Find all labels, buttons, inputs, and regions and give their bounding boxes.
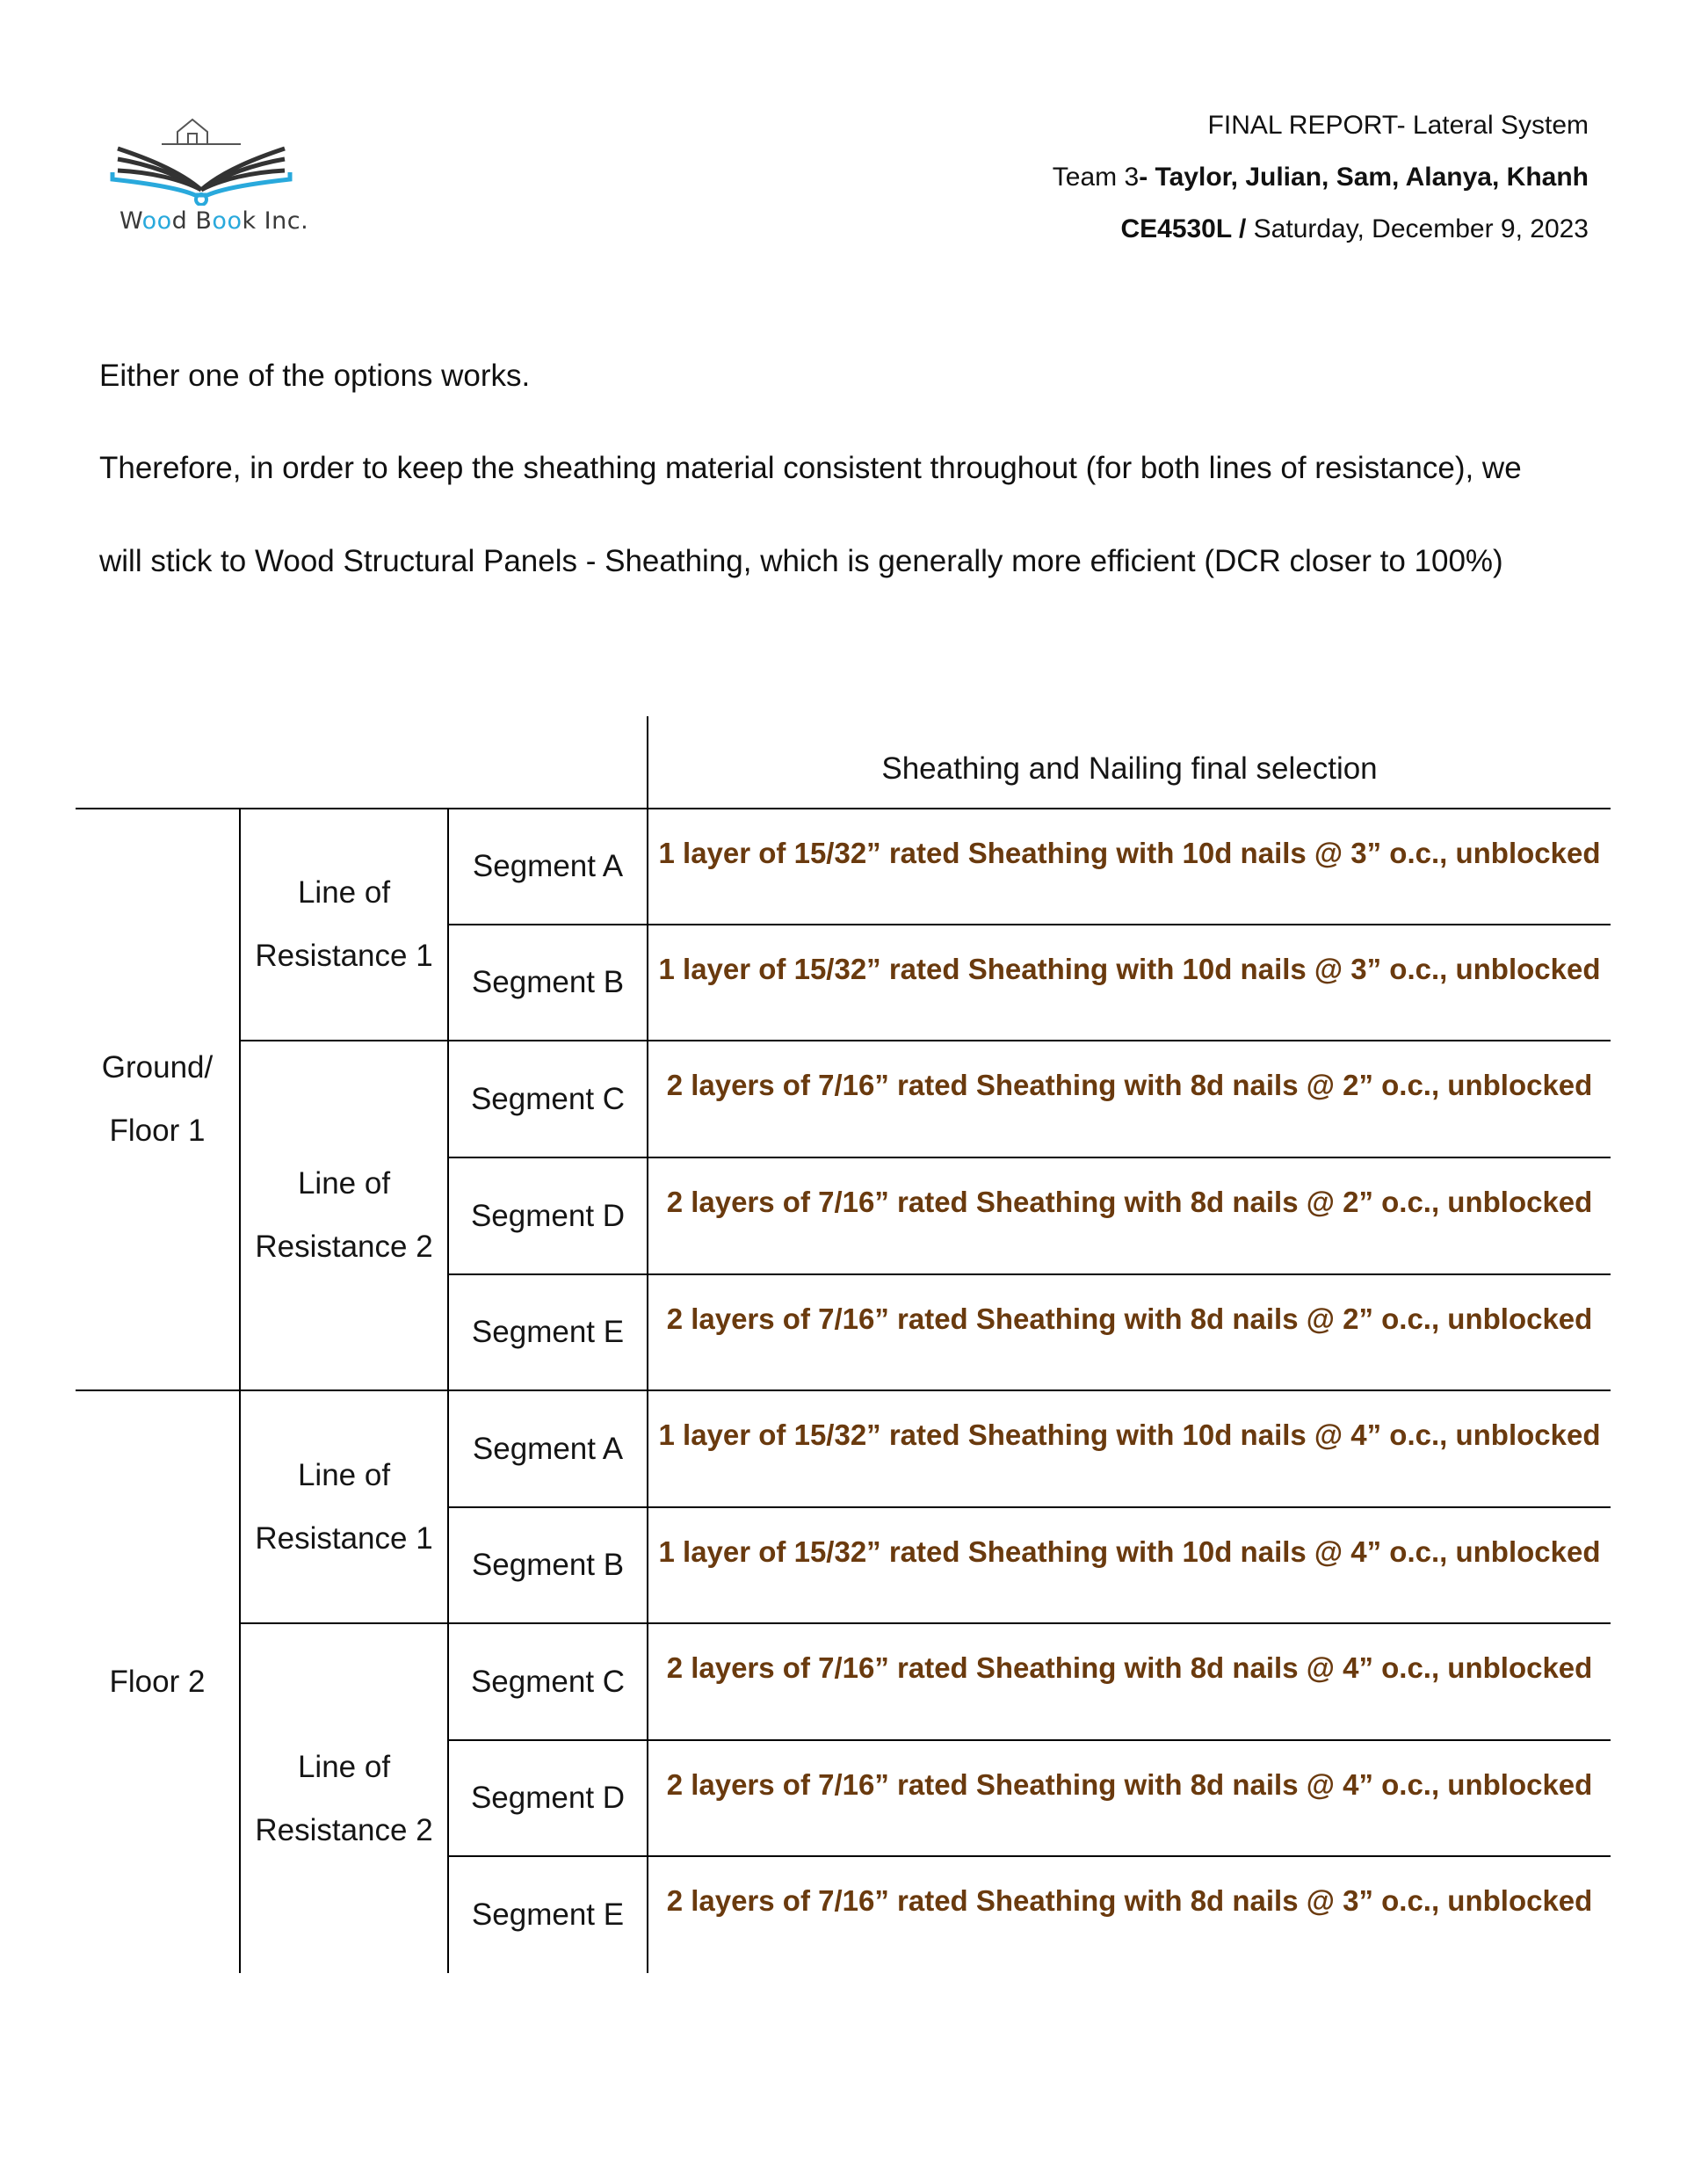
body-paragraph-2: Therefore, in order to keep the sheathing material consistent throughout (for both lines of resistance), we xyxy=(99,451,1522,485)
segment-spec: 2 layers of 7/16” rated Sheathing with 8d nails @ 4” o.c., unblocked xyxy=(648,1623,1611,1740)
segment-spec: 1 layer of 15/32” rated Sheathing with 10d nails @ 4” o.c., unblocked xyxy=(648,1507,1611,1623)
segment-label: Segment B xyxy=(448,925,648,1041)
team-prefix: Team 3 xyxy=(1052,163,1140,192)
segment-spec: 2 layers of 7/16” rated Sheathing with 8d nails @ 2” o.c., unblocked xyxy=(648,1274,1611,1390)
body-paragraph-3: will stick to Wood Structural Panels - Sheathing, which is generally more efficient (DCR closer to 100%) xyxy=(99,544,1503,578)
floor-label: Floor 2 xyxy=(76,1390,240,1973)
segment-label: Segment E xyxy=(448,1274,648,1390)
logo-wordmark: Wood Book Inc. xyxy=(119,207,309,235)
segment-spec: 2 layers of 7/16” rated Sheathing with 8d nails @ 2” o.c., unblocked xyxy=(648,1157,1611,1274)
segment-spec: 2 layers of 7/16” rated Sheathing with 8d nails @ 2” o.c., unblocked xyxy=(648,1041,1611,1157)
company-logo xyxy=(109,109,309,241)
segment-label: Segment E xyxy=(448,1856,648,1973)
segment-label: Segment C xyxy=(448,1041,648,1157)
segment-spec: 1 layer of 15/32” rated Sheathing with 10d nails @ 3” o.c., unblocked xyxy=(648,925,1611,1041)
segment-spec: 2 layers of 7/16” rated Sheathing with 8d nails @ 4” o.c., unblocked xyxy=(648,1740,1611,1856)
table-header-empty xyxy=(76,716,648,809)
table-row xyxy=(76,1390,1611,1507)
line-label: Line of Resistance 2 xyxy=(240,1041,448,1390)
table-row xyxy=(76,809,1611,925)
floor-label: Ground/ Floor 1 xyxy=(76,809,240,1390)
segment-label: Segment D xyxy=(448,1157,648,1274)
report-date: Saturday, December 9, 2023 xyxy=(1246,214,1589,243)
report-title: FINAL REPORT- Lateral System xyxy=(1207,111,1589,140)
body-paragraph-1: Either one of the options works. xyxy=(99,359,531,393)
report-header xyxy=(1053,104,1589,259)
team-members: - Taylor, Julian, Sam, Alanya, Khanh xyxy=(1139,163,1589,192)
line-label: Line of Resistance 2 xyxy=(240,1623,448,1973)
sheathing-selection-table xyxy=(76,716,1611,1973)
open-book-house-icon xyxy=(109,109,293,206)
team-line xyxy=(1053,156,1589,207)
course-date-line xyxy=(1053,207,1589,259)
line-label: Line of Resistance 1 xyxy=(240,809,448,1041)
segment-label: Segment C xyxy=(448,1623,648,1740)
table-row xyxy=(76,1041,1611,1157)
segment-spec: 1 layer of 15/32” rated Sheathing with 10d nails @ 3” o.c., unblocked xyxy=(648,809,1611,925)
segment-spec: 2 layers of 7/16” rated Sheathing with 8d nails @ 3” o.c., unblocked xyxy=(648,1856,1611,1973)
segment-label: Segment A xyxy=(448,809,648,925)
line-label: Line of Resistance 1 xyxy=(240,1390,448,1623)
table-header: Sheathing and Nailing final selection xyxy=(648,716,1611,809)
segment-spec: 1 layer of 15/32” rated Sheathing with 10d nails @ 4” o.c., unblocked xyxy=(648,1390,1611,1507)
course-code: CE4530L / xyxy=(1120,214,1247,243)
table-header-row xyxy=(76,716,1611,809)
segment-label: Segment B xyxy=(448,1507,648,1623)
table-row xyxy=(76,1623,1611,1740)
segment-label: Segment D xyxy=(448,1740,648,1856)
segment-label: Segment A xyxy=(448,1390,648,1507)
